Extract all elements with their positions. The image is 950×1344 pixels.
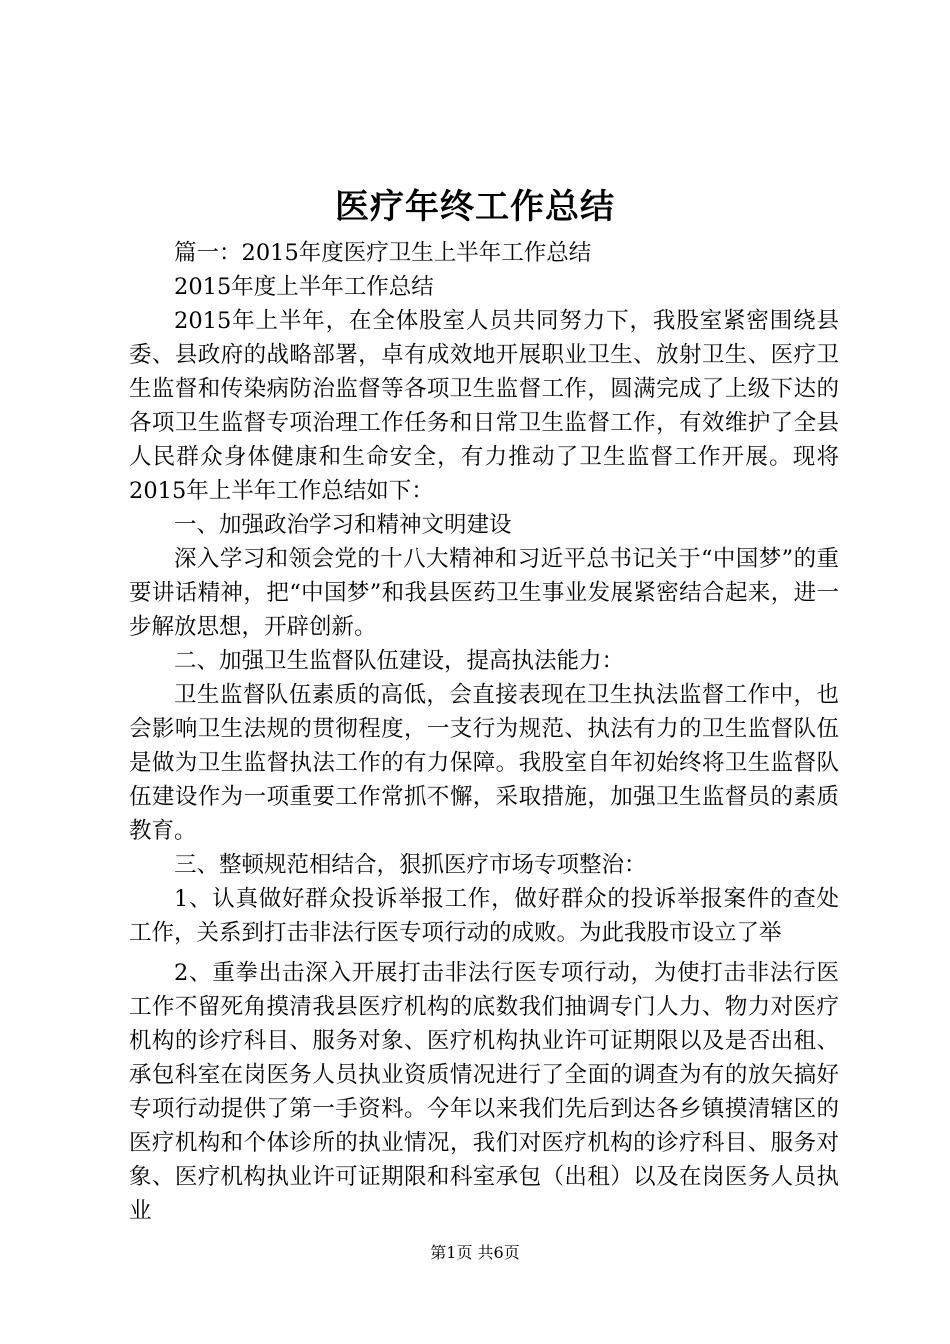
paragraph: 2015年上半年，在全体股室人员共同努力下，我股室紧密围绕县委、县政府的战略部署，卓有成效地开展职业卫生、放射卫生、医疗卫生监督和传染病防治监督等各项卫生监督工作，圆满完成了上级下达的各项卫生监督专项治理工作任务和日常卫生监督工作，有效维护了全县人民群众身体健康和生命安全，有力推动了卫生监督工作开展。现将2015年上半年工作总结如下：	[129, 308, 839, 504]
document-body	[129, 236, 839, 1228]
page-footer: 第1页 共6页	[430, 1243, 520, 1262]
paragraph: 一、加强政治学习和精神文明建设	[174, 512, 512, 538]
paragraph: 1、认真做好群众投诉举报工作，做好群众的投诉举报案件的查处工作，关系到打击非法行医专项行动的成败。为此我股市设立了举	[129, 886, 839, 946]
document-title: 医疗年终工作总结	[335, 187, 615, 227]
paragraph: 二、加强卫生监督队伍建设，提高执法能力：	[174, 648, 625, 674]
paragraph: 2、重拳出击深入开展打击非法行医专项行动，为使打击非法行医工作不留死角摸清我县医疗机构的底数我们抽调专门人力、物力对医疗机构的诊疗科目、服务对象、医疗机构执业许可证期限以及是否出租、承包科室在岗医务人员执业资质情况进行了全面的调查为有的放矢搞好专项行动提供了第一手资料。今年以来我们先后到达各乡镇摸清辖区的医疗机构和个体诊所的执业情况，我们对医疗机构的诊疗科目、服务对象、医疗机构执业许可证期限和科室承包（出租）以及在岗医务人员执业	[129, 960, 839, 1224]
paragraph: 篇一：2015年度医疗卫生上半年工作总结	[174, 240, 592, 266]
paragraph: 深入学习和领会党的十八大精神和习近平总书记关于“中国梦”的重要讲话精神，把“中国梦”和我县医药卫生事业发展紧密结合起来，进一步解放思想，开辟创新。	[129, 546, 839, 640]
paragraph: 2015年度上半年工作总结	[174, 274, 434, 300]
paragraph: 卫生监督队伍素质的高低，会直接表现在卫生执法监督工作中，也会影响卫生法规的贯彻程度，一支行为规范、执法有力的卫生监督队伍是做为卫生监督执法工作的有力保障。我股室自年初始终将卫生监督队伍建设作为一项重要工作常抓不懈，采取措施，加强卫生监督员的素质教育。	[129, 682, 839, 844]
paragraph: 三、整顿规范相结合，狠抓医疗市场专项整治：	[174, 852, 647, 878]
